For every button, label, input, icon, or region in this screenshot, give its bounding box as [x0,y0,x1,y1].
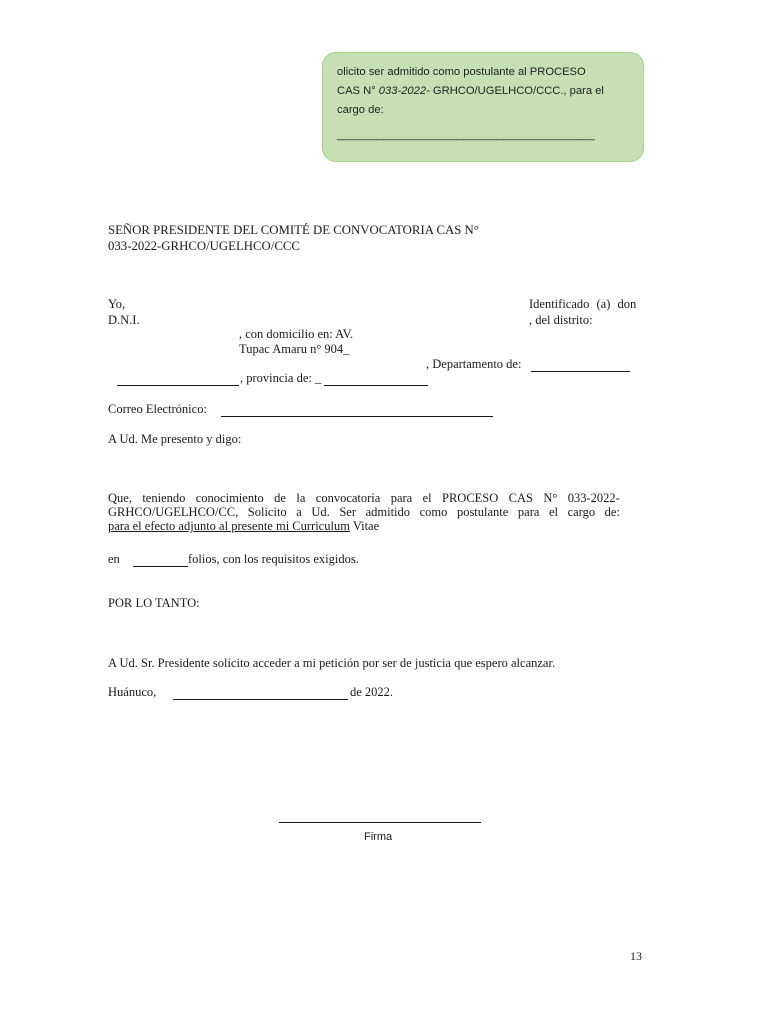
por-lo-tanto: POR LO TANTO: [108,596,200,610]
folios-pre: en [108,552,120,566]
lugar-label: Huánuco, [108,685,157,699]
distrito-label: , del distrito: [529,313,593,327]
request-word: CAS [508,491,533,505]
request-word: el [422,491,432,505]
identificado-label: Identificado (a) don [529,297,637,311]
request-word: Ser [339,505,357,519]
request-word: para [517,505,540,519]
request-line-1 [108,491,620,505]
request-paragraph [108,491,620,533]
addressee-line-2: 033-2022-GRHCO/UGELHCO/CCC [108,239,300,253]
firma-label: Firma [364,831,393,843]
callout-process-number: 033-2022- [378,85,430,97]
page-number: 13 [630,949,642,963]
callout-line-3: cargo de: [337,104,384,116]
request-word: de: [604,505,620,519]
provincia-prefix-blank[interactable] [117,385,239,386]
correo-label: Correo Electrónico: [108,402,207,416]
request-word: Ud. [311,505,330,519]
folios-blank[interactable] [133,566,188,567]
request-word: cargo [567,505,596,519]
request-word: teniendo [142,491,186,505]
request-word: conocimiento [195,491,264,505]
fecha-blank[interactable] [173,699,348,700]
request-word: PROCESO [442,491,499,505]
callout-line-1: olicito ser admitido como postulante al PROCESO [337,66,586,78]
request-word: para [390,491,413,505]
provincia-blank[interactable] [324,385,428,386]
callout-line-2 [337,85,604,97]
callout-blank-line: _____________________________________________ [337,129,595,141]
request-word: como [419,505,448,519]
request-word: Que, [108,491,132,505]
request-word: el [548,505,558,519]
request-word: a [296,505,302,519]
request-word: admitido [365,505,411,519]
presento-text: A Ud. Me presento y digo: [108,432,242,446]
provincia-label: , provincia de: _ [240,371,322,385]
domicilio-label: , con domicilio en: AV. [239,327,354,341]
request-line-2 [108,505,620,519]
request-word: de [274,491,286,505]
yo-label: Yo, [108,297,126,311]
dni-label: D.N.I. [108,313,140,327]
request-word: GRHCO/UGELHCO/CC, [108,505,239,519]
request-word: postulante [456,505,509,519]
callout-line-2-pre: CAS N° [337,85,376,97]
request-word: convocatoria [315,491,381,505]
request-word: la [296,491,306,505]
instruction-callout [322,52,644,162]
request-line-3 [108,519,620,533]
correo-blank[interactable] [221,416,493,417]
signature-line[interactable] [279,822,481,823]
departamento-label: , Departamento de: [426,357,522,371]
peticion-text: A Ud. Sr. Presidente solicito acceder a mi petición por ser de justicia que espero alcanzar. [108,656,556,670]
addressee-line-1: SEÑOR PRESIDENTE DEL COMITÉ DE CONVOCATORIA CAS N° [108,223,479,237]
request-adjunto-underlined: para el efecto adjunto al presente mi Curriculum [108,519,350,533]
request-word: Solicito [247,505,287,519]
departamento-blank[interactable] [531,371,630,372]
request-word: 033-2022- [567,491,620,505]
addressee-header [108,222,479,254]
callout-line-2-post: GRHCO/UGELHCO/CCC., para el [432,85,604,97]
folios-post: folios, con los requisitos exigidos. [188,552,359,566]
direccion-value: Tupac Amaru n° 904_ [239,342,350,356]
request-word: N° [543,491,558,505]
anio-label: de 2022. [350,685,394,699]
request-adjunto-rest: Vitae [349,519,380,533]
